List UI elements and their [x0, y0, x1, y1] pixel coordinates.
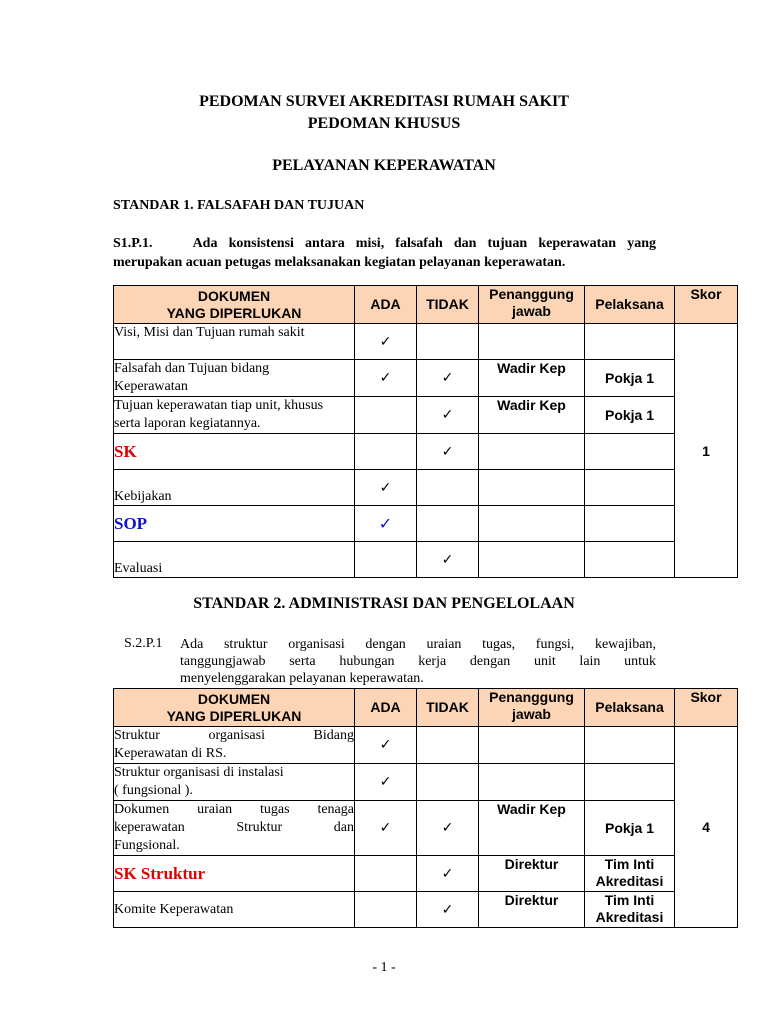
tidak-check [417, 506, 479, 542]
header-pelaksana: Pelaksana [585, 689, 675, 727]
ada-check [355, 397, 417, 434]
header-tidak: TIDAK [417, 689, 479, 727]
header-ada: ADA [355, 286, 417, 324]
ada-check: ✓ [355, 360, 417, 397]
doc-cell: Kebijakan [114, 470, 355, 506]
pj-cell: Direktur [479, 892, 585, 928]
table-row [114, 727, 738, 764]
skor-cell: 4 [675, 727, 738, 928]
table-row [114, 542, 738, 578]
ada-check: ✓ [355, 470, 417, 506]
table-row [114, 506, 738, 542]
standard-1-statement [113, 234, 656, 272]
pj-cell [479, 506, 585, 542]
table-row [114, 360, 738, 397]
table-row [114, 470, 738, 506]
table-row [114, 434, 738, 470]
header-dokumen: DOKUMEN YANG DIPERLUKAN [114, 689, 355, 727]
pelaksana-cell: Pokja 1 [585, 360, 675, 397]
doc-cell: Tujuan keperawatan tiap unit, khusus serta laporan kegiatannya. [114, 397, 355, 434]
ada-check: ✓ [355, 764, 417, 801]
statement-line-3: menyelenggarakan pelayanan keperawatan. [180, 671, 424, 686]
pj-cell: Wadir Kep [479, 360, 585, 397]
tidak-check: ✓ [417, 801, 479, 856]
pelaksana-cell [585, 470, 675, 506]
ada-check: ✓ [355, 801, 417, 856]
doc-cell [114, 856, 355, 892]
tidak-check [417, 470, 479, 506]
standard-1-heading: STANDAR 1. FALSAFAH DAN TUJUAN [113, 198, 365, 213]
doc-cell: Falsafah dan Tujuan bidang Keperawatan [114, 360, 355, 397]
ada-check: ✓ [355, 727, 417, 764]
sk-struktur-label: SK Struktur [114, 863, 206, 883]
tidak-check [417, 764, 479, 801]
pelaksana-cell [585, 506, 675, 542]
doc-cell: Struktur organisasi Bidang Keperawatan di RS. [114, 727, 355, 764]
header-dokumen: DOKUMEN YANG DIPERLUKAN [114, 286, 355, 324]
header-tidak: TIDAK [417, 286, 479, 324]
tidak-check: ✓ [417, 892, 479, 928]
tidak-check: ✓ [417, 360, 479, 397]
pelaksana-cell [585, 542, 675, 578]
pelaksana-cell: Tim Inti Akreditasi [585, 856, 675, 892]
header-penanggung-jawab: Penanggung jawab [479, 689, 585, 727]
document-title: PEDOMAN SURVEI AKREDITASI RUMAH SAKIT [199, 93, 569, 110]
table-row [114, 764, 738, 801]
statement-line-2: tanggungjawab serta hubungan kerja dengan unit lain untuk [180, 654, 656, 669]
ada-check [355, 856, 417, 892]
pelaksana-cell: Tim Inti Akreditasi [585, 892, 675, 928]
section-title: PELAYANAN KEPERAWATAN [272, 157, 496, 174]
pj-cell [479, 764, 585, 801]
table-row [114, 892, 738, 928]
pelaksana-cell: Pokja 1 [585, 801, 675, 856]
pelaksana-cell: Pokja 1 [585, 397, 675, 434]
header-skor: Skor [675, 689, 738, 727]
doc-cell [114, 434, 355, 470]
tidak-check: ✓ [417, 542, 479, 578]
tidak-check [417, 727, 479, 764]
tidak-check: ✓ [417, 397, 479, 434]
pelaksana-cell [585, 324, 675, 360]
header-skor: Skor [675, 286, 738, 324]
statement-code: S.2.P.1 [124, 636, 163, 651]
statement-line-1: Ada konsistensi antara misi, falsafah dan tujuan keperawatan yang [192, 236, 656, 251]
ada-check: ✓ [355, 506, 417, 542]
ada-check: ✓ [355, 324, 417, 360]
doc-cell: Struktur organisasi di instalasi ( fungsional ). [114, 764, 355, 801]
tidak-check: ✓ [417, 856, 479, 892]
skor-cell: 1 [675, 324, 738, 578]
pelaksana-cell [585, 764, 675, 801]
doc-cell: Komite Keperawatan [114, 892, 355, 928]
header-pelaksana: Pelaksana [585, 286, 675, 324]
sop-label: SOP [114, 513, 148, 533]
header-ada: ADA [355, 689, 417, 727]
pj-cell [479, 542, 585, 578]
ada-check [355, 542, 417, 578]
table-row [114, 324, 738, 360]
statement-line-2: merupakan acuan petugas melaksanakan kegiatan pelayanan keperawatan. [113, 255, 566, 270]
documents-table-1 [113, 285, 738, 578]
page-number: - 1 - [372, 960, 396, 975]
ada-check [355, 892, 417, 928]
pj-cell [479, 727, 585, 764]
standard-2-heading: STANDAR 2. ADMINISTRASI DAN PENGELOLAAN [193, 595, 575, 612]
sk-label: SK [114, 441, 137, 461]
table-row [114, 856, 738, 892]
tidak-check [417, 324, 479, 360]
table-row [114, 801, 738, 856]
pj-cell [479, 470, 585, 506]
pj-cell: Wadir Kep [479, 801, 585, 856]
pj-cell: Wadir Kep [479, 397, 585, 434]
doc-cell: Evaluasi [114, 542, 355, 578]
statement-line-1: Ada struktur organisasi dengan uraian tugas, fungsi, kewajiban, [180, 637, 656, 652]
header-penanggung-jawab: Penanggung jawab [479, 286, 585, 324]
tidak-check: ✓ [417, 434, 479, 470]
document-subtitle: PEDOMAN KHUSUS [307, 115, 461, 132]
ada-check [355, 434, 417, 470]
pj-cell [479, 434, 585, 470]
doc-cell: Dokumen uraian tugas tenaga keperawatan Struktur dan Fungsional. [114, 801, 355, 856]
doc-cell: Visi, Misi dan Tujuan rumah sakit [114, 324, 355, 360]
table-row [114, 397, 738, 434]
doc-cell [114, 506, 355, 542]
statement-code: S1.P.1. [113, 236, 153, 251]
pj-cell: Direktur [479, 856, 585, 892]
pelaksana-cell [585, 434, 675, 470]
pelaksana-cell [585, 727, 675, 764]
documents-table-2 [113, 688, 738, 928]
pj-cell [479, 324, 585, 360]
standard-2-statement [180, 636, 656, 687]
